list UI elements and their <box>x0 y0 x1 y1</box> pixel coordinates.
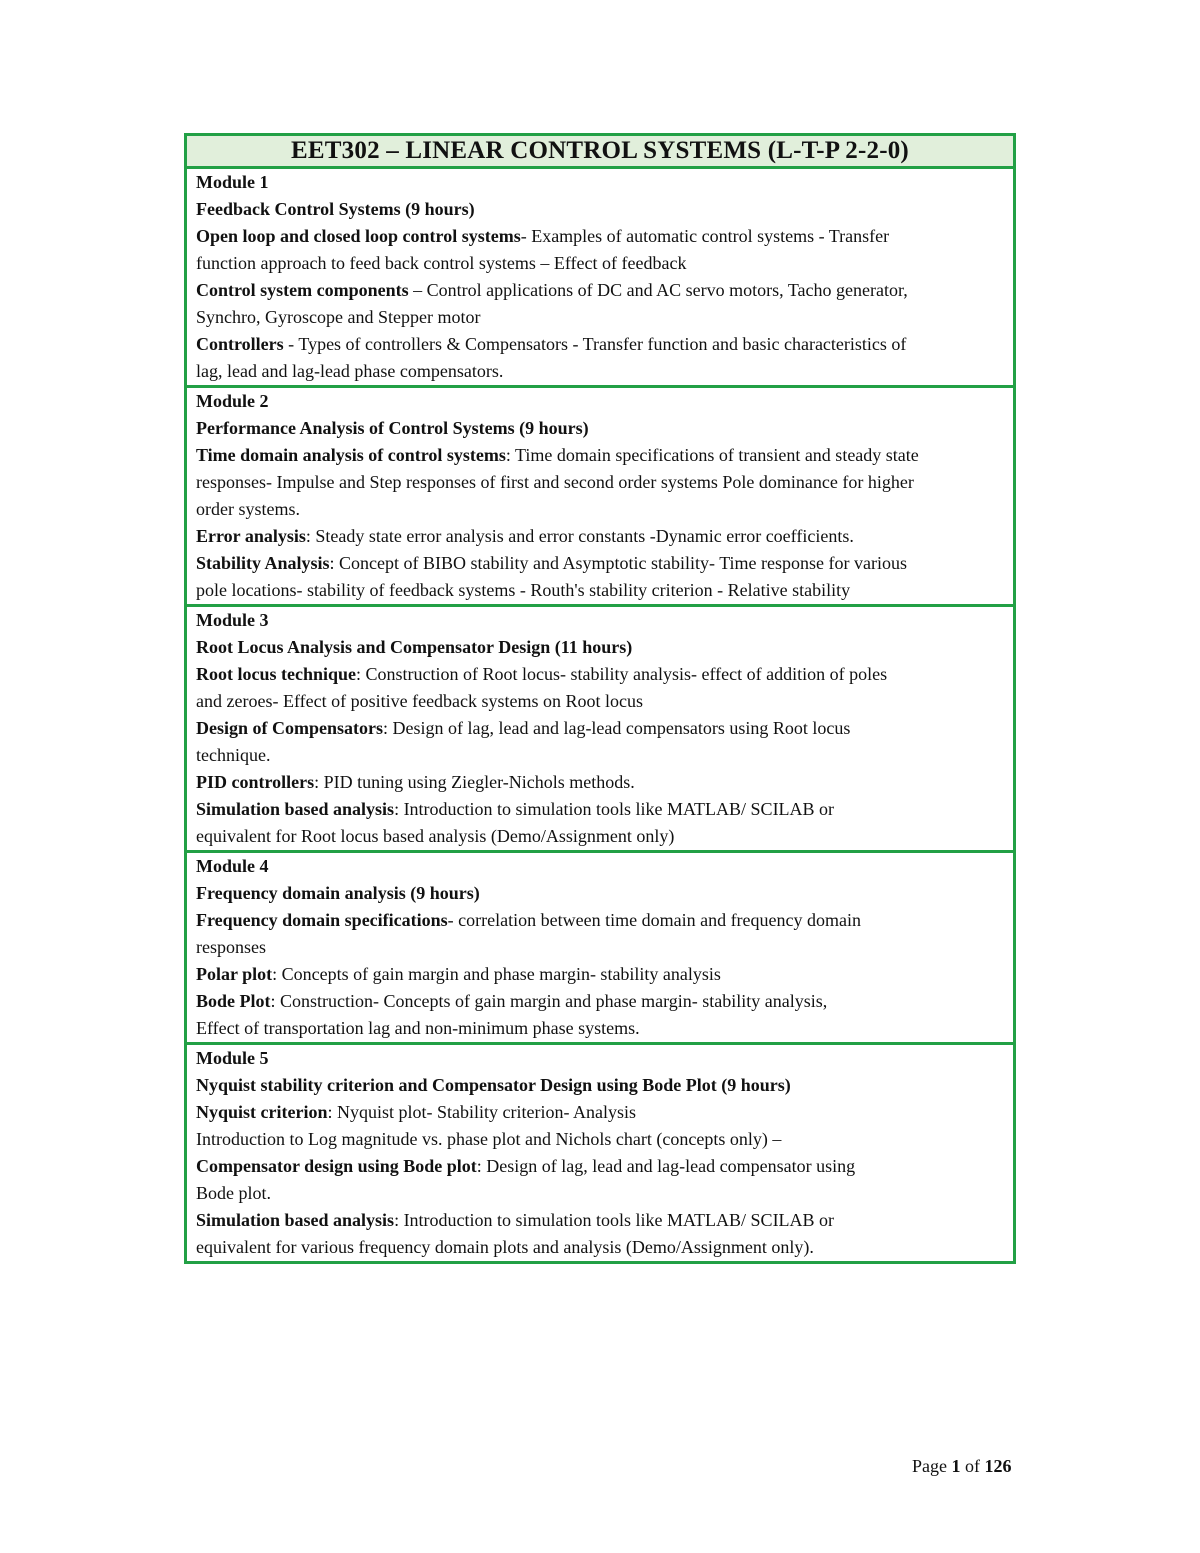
module-cell <box>186 852 1015 1044</box>
topic-description: lag, lead and lag-lead phase compensators. <box>196 361 504 381</box>
topic-term: Nyquist criterion <box>196 1102 328 1122</box>
topic-description: : Design of lag, lead and lag-lead compensators using Root locus <box>383 718 851 738</box>
topic-line <box>196 934 1004 961</box>
topic-description: responses- Impulse and Step responses of first and second order systems Pole dominance for higher <box>196 472 914 492</box>
topic-description: : Nyquist plot- Stability criterion- Analysis <box>327 1102 636 1122</box>
topic-line <box>196 988 1004 1015</box>
topic-line <box>196 1015 1004 1042</box>
topic-description: : Construction of Root locus- stability analysis- effect of addition of poles <box>356 664 888 684</box>
topic-line <box>196 688 1004 715</box>
module-heading: Feedback Control Systems (9 hours) <box>196 199 475 219</box>
module-row <box>186 387 1015 606</box>
topic-line <box>196 1153 1004 1180</box>
topic-line <box>196 769 1004 796</box>
topic-line <box>196 358 1004 385</box>
topic-term: Time domain analysis of control systems <box>196 445 506 465</box>
topic-description: equivalent for Root locus based analysis (Demo/Assignment only) <box>196 826 675 846</box>
course-title: EET302 – LINEAR CONTROL SYSTEMS (L-T-P 2-2-0) <box>186 135 1015 168</box>
module-heading: Root Locus Analysis and Compensator Design (11 hours) <box>196 637 633 657</box>
topic-line <box>196 961 1004 988</box>
topic-description: and zeroes- Effect of positive feedback systems on Root locus <box>196 691 644 711</box>
topic-description: Bode plot. <box>196 1183 271 1203</box>
topic-term: Simulation based analysis <box>196 799 395 819</box>
topic-term: Design of Compensators <box>196 718 383 738</box>
topic-description: : Concept of BIBO stability and Asymptotic stability- Time response for various <box>329 553 908 573</box>
footer-total-pages: 126 <box>984 1456 1012 1476</box>
module-label: Module 3 <box>196 610 269 630</box>
syllabus-body <box>186 135 1015 1263</box>
topic-term: Polar plot <box>196 964 273 984</box>
footer-page-number: 1 <box>951 1456 961 1476</box>
topic-line <box>196 796 1004 823</box>
topic-description: - Types of controllers & Compensators - Transfer function and basic characteristics of <box>283 334 907 354</box>
topic-line <box>196 277 1004 304</box>
module-cell <box>186 387 1015 606</box>
footer-page-word: Page <box>912 1456 952 1476</box>
topic-description: : Design of lag, lead and lag-lead compensator using <box>476 1156 856 1176</box>
page-footer <box>912 1454 1012 1478</box>
topic-line <box>196 304 1004 331</box>
topic-line <box>196 577 1004 604</box>
topic-term: PID controllers <box>196 772 315 792</box>
module-row <box>186 606 1015 852</box>
footer-of-word: of <box>960 1456 985 1476</box>
topic-term: Control system components <box>196 280 409 300</box>
module-label: Module 5 <box>196 1048 269 1068</box>
topic-description: : Introduction to simulation tools like MATLAB/ SCILAB or <box>394 799 835 819</box>
topic-description: Synchro, Gyroscope and Stepper motor <box>196 307 481 327</box>
topic-description: - Examples of automatic control systems - Transfer <box>520 226 890 246</box>
topic-line <box>196 1207 1004 1234</box>
module-label: Module 2 <box>196 391 269 411</box>
topic-term: Open loop and closed loop control systems <box>196 226 521 246</box>
topic-line <box>196 661 1004 688</box>
module-cell <box>186 168 1015 387</box>
topic-line <box>196 1234 1004 1261</box>
topic-line <box>196 550 1004 577</box>
module-label: Module 1 <box>196 172 269 192</box>
topic-line <box>196 715 1004 742</box>
topic-line <box>196 496 1004 523</box>
topic-description: responses <box>196 937 266 957</box>
module-heading: Performance Analysis of Control Systems (9 hours) <box>196 418 589 438</box>
topic-line <box>196 469 1004 496</box>
title-row <box>186 135 1015 168</box>
module-heading: Nyquist stability criterion and Compensator Design using Bode Plot (9 hours) <box>196 1075 791 1095</box>
module-heading: Frequency domain analysis (9 hours) <box>196 883 480 903</box>
topic-description: pole locations- stability of feedback systems - Routh's stability criterion - Relative stability <box>196 580 851 600</box>
topic-description: : PID tuning using Ziegler-Nichols methods. <box>314 772 635 792</box>
topic-description: - correlation between time domain and frequency domain <box>447 910 862 930</box>
topic-term: Simulation based analysis <box>196 1210 395 1230</box>
topic-description: : Time domain specifications of transient and steady state <box>505 445 919 465</box>
topic-description: – Control applications of DC and AC servo motors, Tacho generator, <box>408 280 908 300</box>
topic-description: Effect of transportation lag and non-minimum phase systems. <box>196 1018 640 1038</box>
module-cell <box>186 1044 1015 1263</box>
topic-term: Bode Plot <box>196 991 271 1011</box>
module-row <box>186 168 1015 387</box>
topic-description: order systems. <box>196 499 300 519</box>
topic-term: Root locus technique <box>196 664 357 684</box>
module-row <box>186 852 1015 1044</box>
topic-line <box>196 1126 1004 1153</box>
topic-term: Stability Analysis <box>196 553 330 573</box>
topic-line <box>196 442 1004 469</box>
module-cell <box>186 606 1015 852</box>
topic-description: : Introduction to simulation tools like MATLAB/ SCILAB or <box>394 1210 835 1230</box>
topic-line <box>196 907 1004 934</box>
topic-description: technique. <box>196 745 271 765</box>
topic-term: Controllers <box>196 334 284 354</box>
topic-line <box>196 823 1004 850</box>
topic-line <box>196 250 1004 277</box>
topic-description: equivalent for various frequency domain plots and analysis (Demo/Assignment only). <box>196 1237 814 1257</box>
topic-line <box>196 523 1004 550</box>
topic-line <box>196 1099 1004 1126</box>
topic-description: Introduction to Log magnitude vs. phase plot and Nichols chart (concepts only) – <box>196 1129 782 1149</box>
module-row <box>186 1044 1015 1263</box>
topic-line <box>196 331 1004 358</box>
topic-line <box>196 1180 1004 1207</box>
topic-description: : Concepts of gain margin and phase margin- stability analysis <box>272 964 721 984</box>
topic-term: Compensator design using Bode plot <box>196 1156 477 1176</box>
topic-line <box>196 742 1004 769</box>
module-label: Module 4 <box>196 856 269 876</box>
topic-description: : Construction- Concepts of gain margin and phase margin- stability analysis, <box>270 991 828 1011</box>
topic-term: Error analysis <box>196 526 306 546</box>
topic-description: : Steady state error analysis and error constants -Dynamic error coefficients. <box>305 526 854 546</box>
syllabus-table <box>184 133 1016 1264</box>
topic-line <box>196 223 1004 250</box>
topic-description: function approach to feed back control systems – Effect of feedback <box>196 253 687 273</box>
topic-term: Frequency domain specifications <box>196 910 448 930</box>
